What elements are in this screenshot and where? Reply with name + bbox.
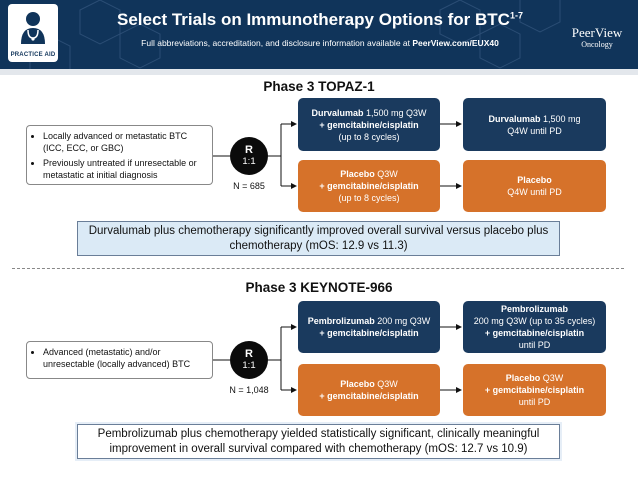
trial1-arm1-maintenance-box xyxy=(463,98,606,151)
arm-drug: Pembrolizumab xyxy=(500,304,568,314)
subtitle-text: Full abbreviations, accreditation, and disclosure information available at xyxy=(141,38,413,48)
arm-dose: Q3W xyxy=(540,373,564,383)
trial1-result-box xyxy=(77,221,560,256)
arm-dose: 200 mg Q3W xyxy=(374,316,431,326)
rand-ratio: 1:1 xyxy=(242,360,256,371)
rand-ratio: 1:1 xyxy=(242,156,256,167)
trial1-title: Phase 3 TOPAZ-1 xyxy=(263,79,375,94)
trial2-arm2-box xyxy=(298,364,440,416)
trial2-arm1-box xyxy=(298,301,440,353)
arm-drug: Placebo xyxy=(340,379,375,389)
trial2-population-box xyxy=(26,341,213,379)
arm-schedule: Q4W until PD xyxy=(507,187,562,197)
trial2-result-text: Pembrolizumab plus chemotherapy yielded statistically significant, clinically meaningful improvement in overall survival compared with chemotherapy (mOS: 12.7 vs 10.9) xyxy=(97,427,540,455)
arm-combo: + gemcitabine/cisplatin xyxy=(319,119,419,130)
trial-divider xyxy=(12,268,624,269)
trial1-arm1-box xyxy=(298,98,440,151)
rand-label: R xyxy=(245,144,253,156)
arm-cycles: (up to 8 cycles) xyxy=(338,131,400,142)
trial1-population-item: • Locally advanced or metastatic BTC (ICC, ECC, or GBC) xyxy=(43,130,206,154)
arm-cycles: (up to 8 cycles) xyxy=(338,193,400,203)
brand-sub: Oncology xyxy=(581,40,613,49)
trial2-arm2-maintenance-box xyxy=(463,364,606,416)
arm-dose: 1,500 mg Q3W xyxy=(363,107,427,118)
title-citation: 1-7 xyxy=(509,10,523,21)
arm-combo: + gemcitabine/cisplatin xyxy=(319,328,419,338)
trial1-arm2-maintenance-box xyxy=(463,160,606,212)
trial2-randomization-circle xyxy=(230,341,268,379)
arm-combo: + gemcitabine/cisplatin xyxy=(319,181,419,191)
badge-label: PRACTICE AID xyxy=(10,52,56,58)
trial1-population-item: • Previously untreated if unresectable or metastatic at initial diagnosis xyxy=(43,157,206,181)
arm-drug: Placebo xyxy=(505,373,541,383)
arm-drug: Placebo xyxy=(517,175,552,185)
arm-combo: + gemcitabine/cisplatin xyxy=(484,385,585,395)
trial2-title: Phase 3 KEYNOTE-966 xyxy=(245,280,393,295)
arm-schedule: until PD xyxy=(518,340,551,350)
arm-schedule: Q4W until PD xyxy=(507,125,562,136)
brand-name: PeerView xyxy=(571,25,623,40)
trial1-sample-size: N = 685 xyxy=(233,181,265,191)
arm-dose: Q3W xyxy=(374,379,398,389)
trial2-arm1-maintenance-box xyxy=(463,301,606,353)
rand-label: R xyxy=(245,348,253,360)
arm-drug: Placebo xyxy=(340,169,375,179)
arm-dose: 200 mg Q3W (up to 35 cycles) xyxy=(473,316,596,326)
arm-drug: Durvalumab xyxy=(488,113,541,124)
trial1-randomization-circle xyxy=(230,137,268,175)
arm-drug: Durvalumab xyxy=(311,107,364,118)
arm-schedule: until PD xyxy=(518,397,551,407)
trial1-arm2-box xyxy=(298,160,440,212)
trial2-population-item: • Advanced (metastatic) and/or unresectable (locally advanced) BTC xyxy=(43,346,206,370)
trial2-sample-size: N = 1,048 xyxy=(229,385,269,395)
subtitle-link[interactable]: PeerView.com/EUX40 xyxy=(412,38,499,48)
trial1-result-text: Durvalumab plus chemotherapy significantly improved overall survival versus placebo plus chemotherapy (mOS: 12.9 vs 11.3) xyxy=(88,224,549,252)
trial2-result-box xyxy=(77,424,560,459)
page-title-text: Select Trials on Immunotherapy Options for BTC xyxy=(117,10,510,29)
arm-dose: Q3W xyxy=(374,169,398,179)
arm-dose: 1,500 mg xyxy=(540,113,581,124)
arm-drug: Pembrolizumab xyxy=(307,316,375,326)
trial1-population-box xyxy=(26,125,213,185)
arm-combo: + gemcitabine/cisplatin xyxy=(484,328,585,338)
arm-combo: + gemcitabine/cisplatin xyxy=(319,391,419,401)
